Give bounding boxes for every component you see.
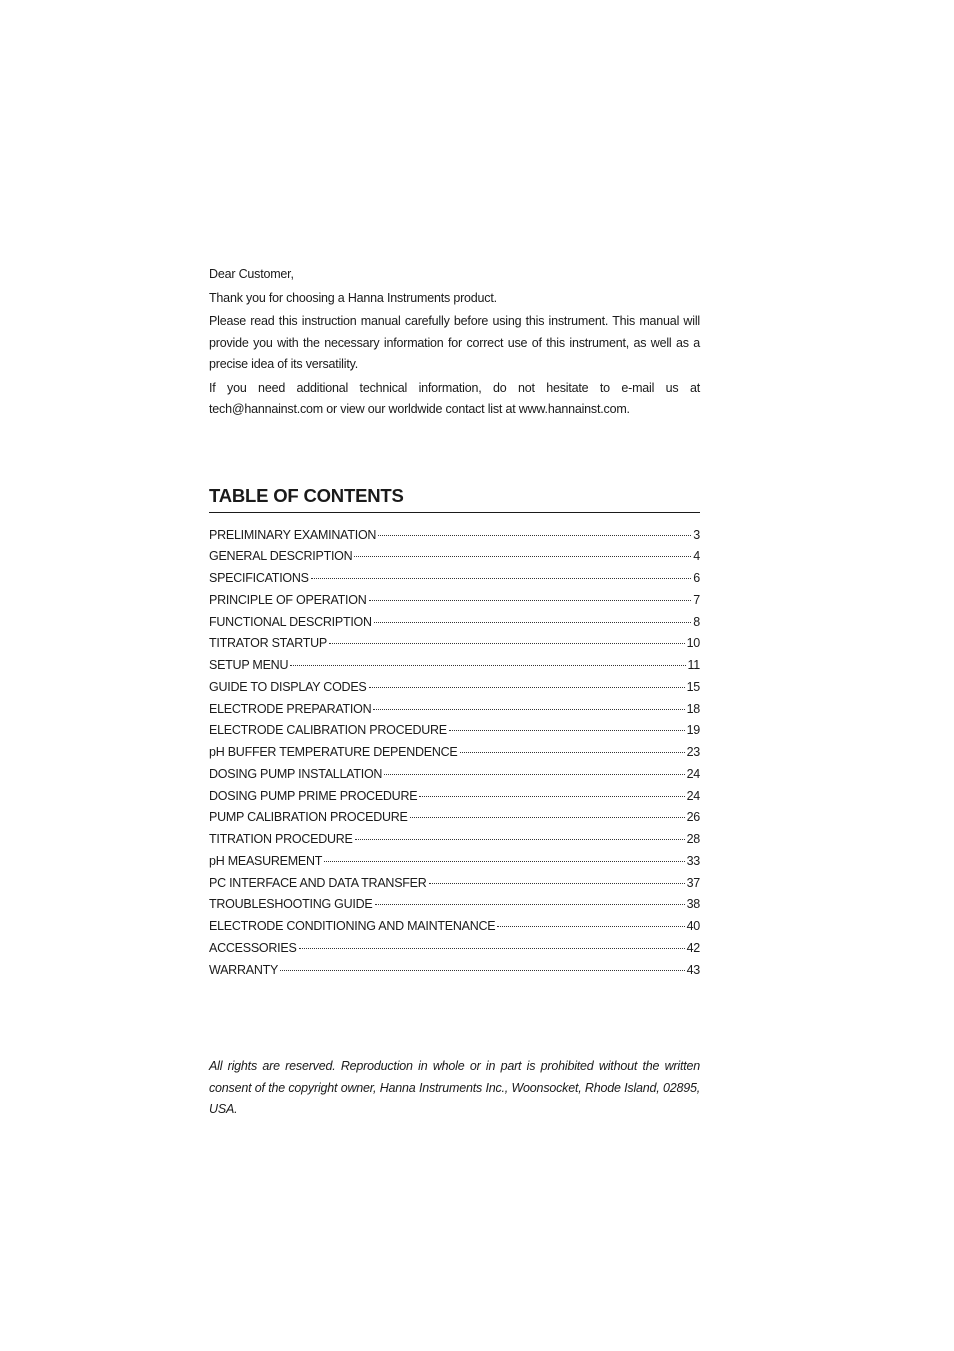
- toc-dot-leader: [373, 708, 684, 710]
- toc-list: [209, 528, 700, 985]
- toc-entry[interactable]: [209, 919, 700, 941]
- toc-entry-label: SETUP MENU: [209, 658, 289, 672]
- toc-entry[interactable]: [209, 593, 700, 615]
- toc-entry-label: ELECTRODE CONDITIONING AND MAINTENANCE: [209, 919, 496, 933]
- toc-dot-leader: [378, 534, 691, 536]
- toc-entry[interactable]: [209, 941, 700, 963]
- toc-dot-leader: [324, 860, 684, 862]
- toc-entry-page: 28: [686, 832, 700, 846]
- toc-dot-leader: [460, 751, 685, 753]
- toc-entry[interactable]: [209, 702, 700, 724]
- toc-entry[interactable]: [209, 636, 700, 658]
- toc-dot-leader: [355, 838, 685, 840]
- toc-entry[interactable]: [209, 723, 700, 745]
- toc-entry[interactable]: [209, 810, 700, 832]
- toc-entry-label: PUMP CALIBRATION PROCEDURE: [209, 810, 408, 825]
- toc-entry-page: 8: [693, 614, 700, 629]
- toc-entry-page: 10: [686, 636, 700, 651]
- copyright-notice: All rights are reserved. Reproduction in whole or in part is prohibited without the written consent of the copyright owner, Hanna Instruments Inc., Woonsocket, Rhode Island, 02895, USA.: [209, 1059, 700, 1117]
- toc-heading: TABLE OF CONTENTS: [209, 484, 700, 513]
- read-manual-paragraph: Please read this instruction manual carefully before using this instrument. This manual will provide you with the necessary information for correct use of this instrument, as well as a precise idea of its versatility.: [209, 314, 700, 371]
- toc-entry[interactable]: [209, 767, 700, 789]
- toc-dot-leader: [429, 882, 685, 884]
- toc-entry-label: ACCESSORIES: [209, 940, 297, 955]
- toc-entry[interactable]: [209, 658, 700, 680]
- toc-dot-leader: [311, 577, 692, 579]
- toc-entry-page: 6: [693, 571, 700, 585]
- toc-entry-page: 37: [686, 875, 700, 890]
- toc-dot-leader: [369, 599, 692, 601]
- toc-entry-label: ELECTRODE PREPARATION: [209, 701, 372, 716]
- toc-entry[interactable]: [209, 745, 700, 767]
- toc-entry-label: PC INTERFACE AND DATA TRANSFER: [209, 875, 427, 890]
- toc-dot-leader: [329, 642, 685, 644]
- toc-entry-page: 4: [693, 549, 700, 564]
- toc-entry-page: 38: [686, 897, 700, 912]
- toc-dot-leader: [374, 621, 691, 623]
- toc-entry[interactable]: [209, 549, 700, 571]
- toc-dot-leader: [449, 729, 685, 731]
- toc-dot-leader: [410, 816, 685, 818]
- toc-entry-page: 15: [686, 679, 700, 694]
- toc-entry-label: WARRANTY: [209, 962, 279, 977]
- toc-dot-leader: [280, 969, 685, 971]
- toc-entry-label: DOSING PUMP INSTALLATION: [209, 766, 383, 781]
- toc-entry-page: 40: [686, 919, 700, 933]
- toc-dot-leader: [375, 903, 685, 905]
- contact-paragraph: If you need additional technical information, do not hesitate to e-mail us at tech@hannainst.com or view our worldwide contact list at www.hannainst.com.: [209, 380, 700, 416]
- toc-entry-page: 42: [686, 940, 700, 955]
- toc-entry[interactable]: [209, 680, 700, 702]
- toc-entry[interactable]: [209, 615, 700, 637]
- greeting: Dear Customer,: [209, 267, 294, 281]
- toc-entry-label: GENERAL DESCRIPTION: [209, 549, 353, 564]
- toc-entry-page: 24: [686, 766, 700, 781]
- thanks-paragraph: Thank you for choosing a Hanna Instruments product.: [209, 290, 497, 305]
- toc-entry-label: TROUBLESHOOTING GUIDE: [209, 897, 373, 912]
- toc-entry-label: SPECIFICATIONS: [209, 571, 309, 585]
- toc-entry-page: 43: [686, 962, 700, 977]
- toc-entry-label: FUNCTIONAL DESCRIPTION: [209, 614, 372, 629]
- toc-entry-label: TITRATOR STARTUP: [209, 636, 327, 651]
- intro-letter: [209, 264, 700, 421]
- toc-entry[interactable]: [209, 854, 700, 876]
- manual-page: [209, 264, 700, 1121]
- toc-dot-leader: [419, 795, 684, 797]
- toc-entry-label: GUIDE TO DISPLAY CODES: [209, 679, 367, 694]
- toc-entry-label: pH BUFFER TEMPERATURE DEPENDENCE: [209, 745, 458, 759]
- toc-dot-leader: [497, 925, 684, 927]
- toc-entry[interactable]: [209, 897, 700, 919]
- toc-entry-page: 26: [686, 810, 700, 825]
- toc-entry[interactable]: [209, 963, 700, 985]
- toc-entry-page: 33: [686, 853, 700, 868]
- toc-entry[interactable]: [209, 528, 700, 550]
- toc-entry-label: DOSING PUMP PRIME PROCEDURE: [209, 788, 418, 803]
- toc-entry[interactable]: [209, 789, 700, 811]
- toc-entry-page: 19: [686, 723, 700, 738]
- toc-entry[interactable]: [209, 876, 700, 898]
- toc-dot-leader: [369, 686, 685, 688]
- toc-entry-page: 7: [693, 592, 700, 607]
- toc-entry-page: 24: [686, 788, 700, 803]
- toc-dot-leader: [290, 664, 685, 666]
- toc-entry-page: 18: [686, 701, 700, 716]
- toc-entry-label: PRINCIPLE OF OPERATION: [209, 592, 367, 607]
- toc-entry[interactable]: [209, 832, 700, 854]
- toc-entry-label: pH MEASUREMENT: [209, 853, 323, 868]
- toc-entry-label: PRELIMINARY EXAMINATION: [209, 527, 377, 542]
- toc-entry-label: TITRATION PROCEDURE: [209, 832, 353, 846]
- toc-entry-page: 23: [686, 745, 700, 759]
- toc-entry-label: ELECTRODE CALIBRATION PROCEDURE: [209, 723, 447, 738]
- toc-dot-leader: [299, 947, 685, 949]
- toc-entry-page: 3: [693, 527, 700, 542]
- toc-dot-leader: [354, 555, 691, 557]
- toc-entry[interactable]: [209, 571, 700, 593]
- toc-entry-page: 11: [687, 658, 700, 672]
- toc-dot-leader: [384, 773, 684, 775]
